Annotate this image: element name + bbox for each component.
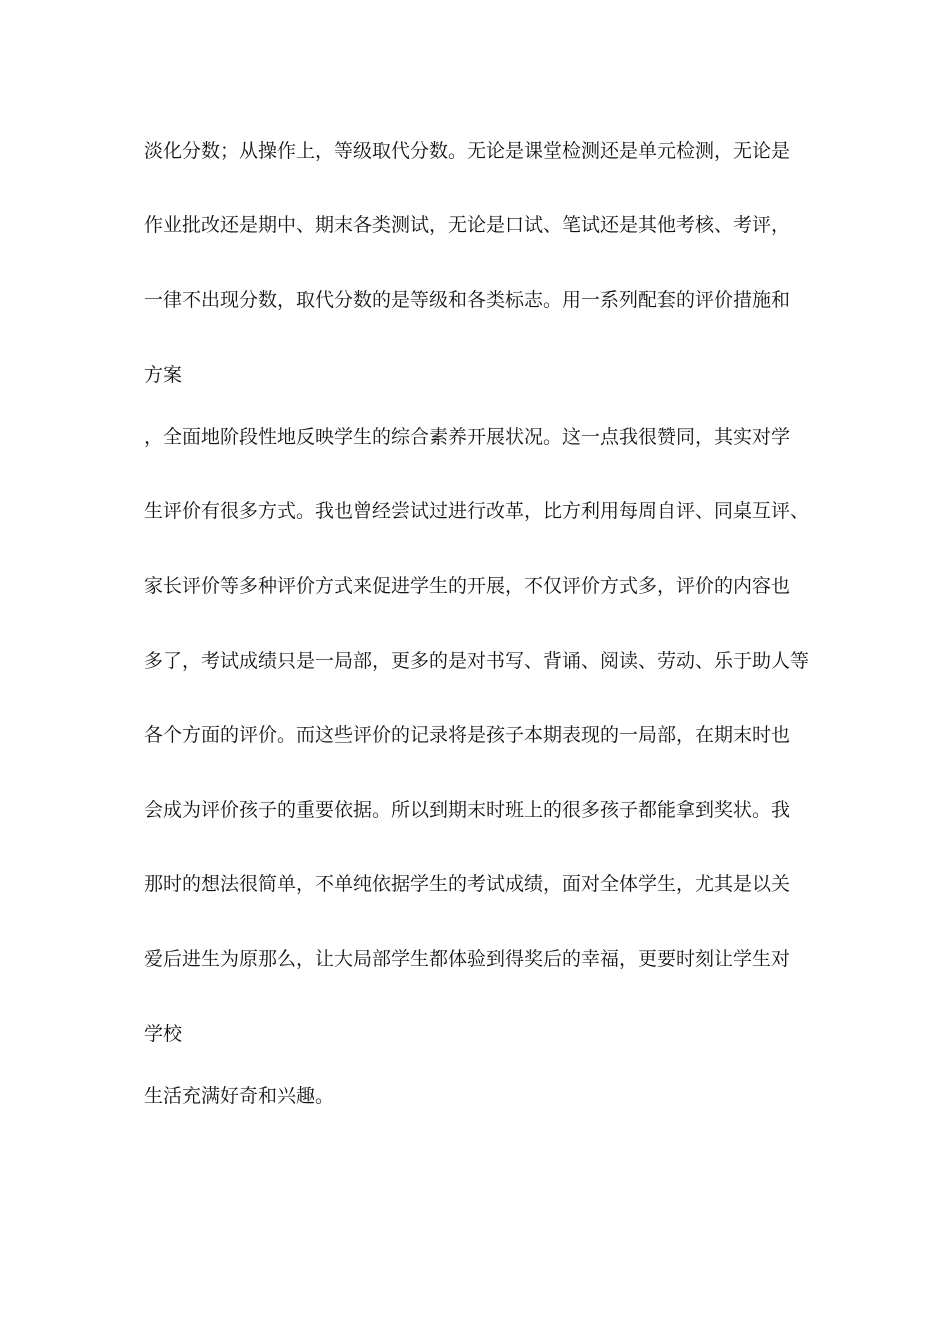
text-line-9: 各个方面的评价。而这些评价的记录将是孩子本期表现的一局部，在期末时也 [144, 724, 791, 746]
text-line-6: 生评价有很多方式。我也曾经尝试过进行改革，比方利用每周自评、同桌互评、 [144, 500, 810, 522]
text-line-7: 家长评价等多种评价方式来促进学生的开展，不仅评价方式多，评价的内容也 [144, 575, 791, 597]
text-line-11: 那时的想法很简单，不单纯依据学生的考试成绩，面对全体学生，尤其是以关 [144, 873, 791, 895]
text-line-2: 作业批改还是期中、期末各类测试，无论是口试、笔试还是其他考核、考评， [144, 214, 791, 236]
text-line-14: 生活充满好奇和兴趣。 [144, 1085, 335, 1107]
text-line-12: 爱后进生为原那么，让大局部学生都体验到得奖后的幸福，更要时刻让学生对 [144, 948, 791, 970]
text-line-13: 学校 [144, 1023, 183, 1045]
text-line-5: ，全面地阶段性地反映学生的综合素养开展状况。这一点我很赞同，其实对学 [144, 426, 791, 448]
text-line-8: 多了，考试成绩只是一局部，更多的是对书写、背诵、阅读、劳动、乐于助人等 [144, 650, 810, 672]
text-line-1: 淡化分数；从操作上，等级取代分数。无论是课堂检测还是单元检测，无论是 [144, 140, 791, 162]
text-line-3: 一律不出现分数，取代分数的是等级和各类标志。用一系列配套的评价措施和 [144, 289, 791, 311]
text-line-4: 方案 [144, 364, 183, 386]
text-line-10: 会成为评价孩子的重要依据。所以到期末时班上的很多孩子都能拿到奖状。我 [144, 799, 791, 821]
